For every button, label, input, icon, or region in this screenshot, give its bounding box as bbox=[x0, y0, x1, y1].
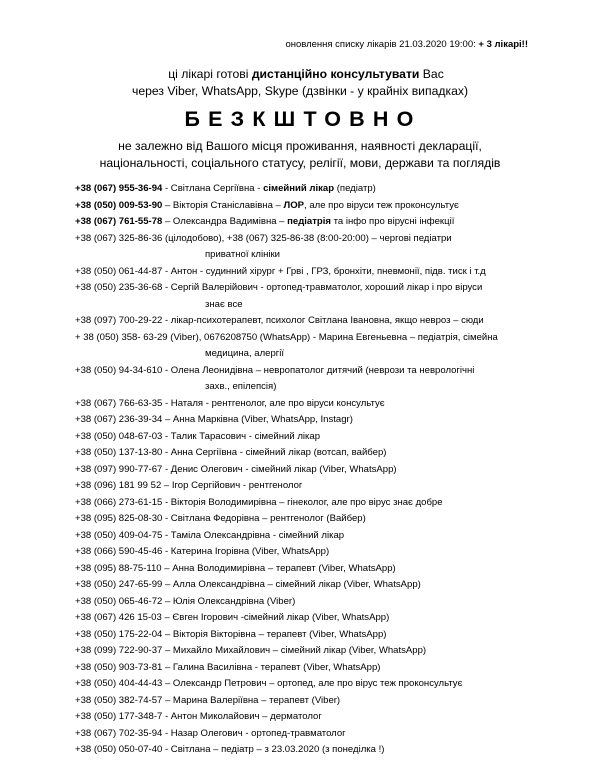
doctor-description: - Наталя - рентгенолог, але про віруси консультує bbox=[162, 397, 385, 409]
phone-number: +38 (067) 702-35-94 bbox=[75, 727, 163, 739]
doctor-entry bbox=[75, 643, 535, 660]
doctor-description-continued: приватної клініки bbox=[205, 249, 281, 260]
subtitle-line-1: не залежно від Вашого місця проживання, наявності декларації, bbox=[118, 139, 482, 153]
doctor-description-continued: медицина, алергії bbox=[205, 348, 285, 359]
subtitle bbox=[0, 138, 600, 171]
update-highlight: + 3 лікарі!! bbox=[478, 39, 528, 50]
intro-line-2: через Viber, WhatsApp, Skype (дзвінки - у крайніх випадках) bbox=[131, 83, 468, 98]
doctor-description: – Вікторія Станіславівна – bbox=[162, 199, 284, 211]
phone-number: +38 (095) 825-08-30 bbox=[75, 513, 163, 524]
doctor-description: - Таміла Олександрівна - сімейний лікар bbox=[162, 529, 345, 541]
doctor-description: - Денис Олегович - сімейний лікар (Viber, WhatsApp) bbox=[162, 463, 397, 475]
doctor-entry bbox=[75, 726, 535, 743]
doctor-description-continued: знає все bbox=[205, 298, 243, 310]
doctor-description: – Юлія Олександрівна (Viber) bbox=[162, 595, 296, 607]
doctor-entry bbox=[75, 313, 535, 330]
phone-number: +38 (067) 955-36-94 bbox=[75, 183, 163, 194]
doctor-entry bbox=[75, 412, 535, 429]
phone-number: +38 (067) 766-63-35 bbox=[75, 397, 163, 409]
doctor-entry bbox=[75, 363, 535, 396]
phone-number: +38 (050) 050-07-40 bbox=[75, 744, 163, 755]
doctor-description: - Сергій Валерійович - ортопед-травматолог, хороший лікар і про віруси bbox=[162, 282, 483, 293]
phone-number: + 38 (050) 358- 63-29 bbox=[75, 331, 168, 343]
doctor-description-continued: захв., епілепсія) bbox=[205, 381, 277, 392]
phone-number: +38 (050) 048-67-03 bbox=[75, 430, 163, 442]
intro-line-1-end: Вас bbox=[419, 67, 444, 81]
phone-number: +38 (097) 700-29-22 bbox=[75, 315, 163, 326]
doctor-entry bbox=[75, 264, 535, 281]
doctor-description: - лікар-психотерапевт, психолог Світлана Іванoвна, якщо невроз – сюди bbox=[162, 315, 484, 326]
phone-number: +38 (050) 903-73-81 bbox=[75, 661, 163, 673]
phone-number: +38 (067) 426 15-03 bbox=[75, 612, 162, 623]
doctor-specialty: ЛОР bbox=[283, 199, 305, 211]
doctor-entry bbox=[75, 577, 535, 594]
doctor-description: – Ігор Сергійович - рентгенолог bbox=[161, 480, 303, 491]
phone-number: +38 (066) 590-45-46 bbox=[75, 546, 163, 557]
doctor-entry bbox=[75, 478, 535, 495]
phone-number: +38 (050) 137-13-80 bbox=[75, 447, 163, 458]
doctor-description: та інфо про вірусні інфекції bbox=[330, 216, 455, 227]
doctor-entry bbox=[75, 396, 535, 413]
subtitle-line-2: національності, соціального статусу, релігії, мови, держави та поглядів bbox=[99, 155, 501, 170]
doctor-entry bbox=[75, 445, 535, 462]
phone-number: +38 (050) 235-36-68 bbox=[75, 282, 163, 293]
phone-number: +38 (097) 990-77-67 bbox=[75, 463, 163, 475]
doctor-description: – Анна Марківна (Viber, WhatsApp, Instagr) bbox=[162, 414, 353, 425]
intro-line-1-bold: дистанційно консультувати bbox=[251, 67, 420, 81]
doctor-description: – Галина Василівна - терапевт (Viber, WhatsApp) bbox=[162, 661, 381, 673]
doctor-entry bbox=[75, 627, 535, 644]
doctor-entry bbox=[75, 181, 535, 198]
doctor-entry bbox=[75, 495, 535, 512]
doctor-description: - Світлана Федорівна – рентгенолог (Вайбер) bbox=[162, 513, 366, 524]
phone-number: +38 (050) 94-34-610 bbox=[75, 364, 163, 376]
doctor-entry bbox=[75, 330, 535, 363]
phone-number: +38 (067) 325-86-36 bbox=[75, 232, 163, 244]
phone-number: +38 (050) 247-65-99 bbox=[75, 579, 163, 590]
doctor-entry bbox=[75, 742, 535, 759]
update-notice bbox=[285, 39, 528, 50]
doctor-description: – Олександр Петрович – ортопед, але про вірус теж проконсультує bbox=[162, 678, 463, 689]
doctor-entry bbox=[75, 594, 535, 611]
doctor-description: - Анна Сергіївна - сімейний лікар (вотсап, вайбер) bbox=[162, 447, 387, 458]
doctor-entry bbox=[75, 610, 535, 627]
doctor-entry bbox=[75, 462, 535, 479]
doctor-description: – Алла Олександрівна – сімейний лікар (Viber, WhatsApp) bbox=[162, 579, 421, 590]
free-title: БЕЗКШТОВНО bbox=[184, 107, 422, 131]
doctor-description: - Антон - судинний хірург + Грві , ГРЗ, бронхіти, пневмонії, підв. тиск і т.д bbox=[162, 265, 486, 277]
doctor-description: - Катерина Ігорівна (Viber, WhatsApp) bbox=[162, 546, 330, 557]
doctor-entry bbox=[75, 544, 535, 561]
phone-number: +38 (066) 273-61-15 bbox=[75, 496, 163, 508]
doctor-description: – Марина Валеріївна – терапевт (Viber) bbox=[162, 694, 341, 706]
phone-number: +38 (050) 177-348-7 bbox=[75, 711, 163, 722]
phone-number: +38 (095) 88-75-110 bbox=[75, 562, 162, 574]
phone-number: +38 (050) 382-74-57 bbox=[75, 694, 163, 706]
update-text: оновлення списку лікарів 21.03.2020 19:00: bbox=[285, 39, 479, 50]
doctor-description: - Світлана – педіатр – з 23.03.2020 (з понеділка !) bbox=[162, 744, 385, 755]
phone-number: +38 (050) 175-22-04 bbox=[75, 628, 163, 640]
doctor-entry bbox=[75, 660, 535, 677]
phone-number: +38 (067) 236-39-34 bbox=[75, 414, 163, 425]
doctor-description: – Михайло Михайлович – сімейний лікар (Viber, WhatsApp) bbox=[162, 645, 427, 656]
doctor-description: – Анна Володимирівна – терапевт (Viber, WhatsApp) bbox=[161, 562, 396, 574]
phone-number: +38 (050) 065-46-72 bbox=[75, 595, 163, 607]
doctor-description: , але про віруси теж проконсультує bbox=[304, 199, 459, 211]
intro-text bbox=[0, 66, 600, 99]
doctor-entry bbox=[75, 231, 535, 264]
intro-line-1 bbox=[0, 66, 600, 83]
doctor-description: (цілодобово), +38 (067) 325-86-38 (8:00-20:00) – чергові педіатри bbox=[162, 232, 452, 244]
doctor-entry bbox=[75, 693, 535, 710]
phone-number: +38 (067) 761-55-78 bbox=[75, 216, 163, 227]
doctor-entry bbox=[75, 676, 535, 693]
doctor-entry bbox=[75, 429, 535, 446]
doctor-description: - Світлана Сергіївна - bbox=[162, 183, 264, 194]
doctor-description: – Вікторія Вікторівна – терапевт (Viber, WhatsApp) bbox=[162, 628, 387, 640]
phone-number: +38 (050) 409-04-75 bbox=[75, 529, 163, 541]
doctor-entry bbox=[75, 709, 535, 726]
phone-number: +38 (050) 061-44-87 bbox=[75, 265, 163, 277]
doctor-entry bbox=[75, 511, 535, 528]
doctor-description: (Viber), 0676208750 (WhatsApp) - Марина Евгеньевна – педіатрія, сімейна bbox=[167, 331, 498, 343]
doctor-entry bbox=[75, 280, 535, 313]
doctor-entry bbox=[75, 198, 535, 215]
doctor-description: – Олександра Вадимівна – bbox=[162, 216, 288, 227]
phone-number: +38 (096) 181 99 52 bbox=[75, 480, 162, 491]
doctor-entry bbox=[75, 528, 535, 545]
phone-number: +38 (050) 009-53-90 bbox=[75, 199, 163, 211]
intro-line-1-start: ці лікарі готові bbox=[168, 67, 252, 81]
phone-number: +38 (099) 722-90-37 bbox=[75, 645, 163, 656]
phone-number: +38 (050) 404-44-43 bbox=[75, 678, 163, 689]
doctor-description: (педіатр) bbox=[334, 183, 376, 194]
doctor-description: - Талик Тарасович - сімейний лікар bbox=[162, 430, 321, 442]
doctor-description: - Олена Леонидівна – невропатолог дитячий (неврози та неврологічні bbox=[162, 364, 475, 376]
doctor-list bbox=[75, 181, 535, 759]
doctor-description: – Євген Ігорович -сімейний лікар (Viber, WhatsApp) bbox=[161, 612, 390, 623]
doctor-entry bbox=[75, 561, 535, 578]
doctor-description: - Антон Миколайович – дерматолог bbox=[162, 711, 322, 722]
doctor-specialty: педіатрія bbox=[287, 216, 331, 227]
doctor-specialty: сімейний лікар bbox=[263, 183, 335, 194]
doctor-description: - Вікторія Володимирівна – гінеколог, але про вірус знає добре bbox=[162, 496, 443, 508]
doctor-entry bbox=[75, 214, 535, 231]
doctor-description: - Назар Олегович - ортопед-травматолог bbox=[162, 727, 346, 739]
